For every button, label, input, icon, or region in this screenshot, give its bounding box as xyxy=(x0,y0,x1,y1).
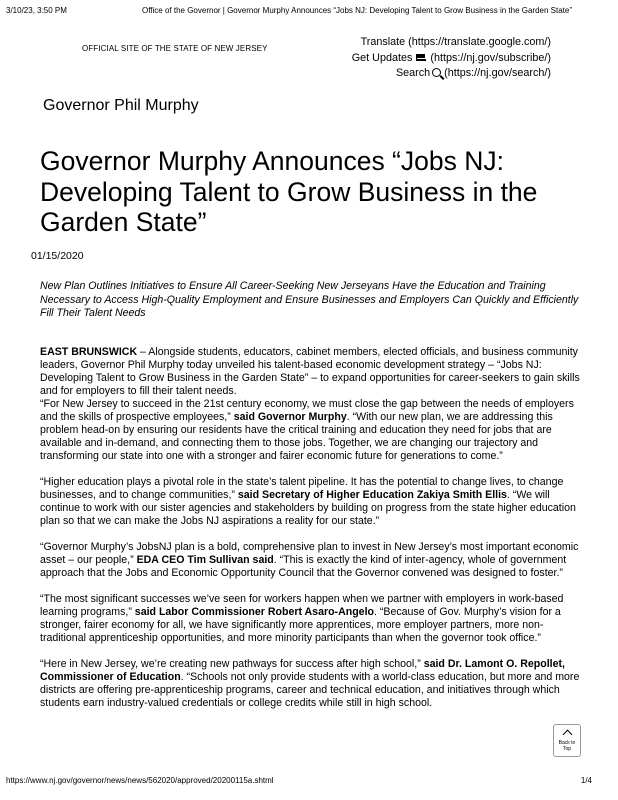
print-datetime: 3/10/23, 3:50 PM xyxy=(6,6,67,15)
paragraph-5 xyxy=(40,593,585,645)
top-links xyxy=(352,35,551,82)
chevron-up-icon xyxy=(562,730,572,740)
back-to-top-button[interactable] xyxy=(553,724,581,757)
quote-text: . “With our new plan, we are addressing this problem head-on by ensuring our residents have the critical training and education they need for jobs that are available and in-demand, and connecting them to those jobs. Together, we are changing our trajectory and transforming our state into one with a stronger and fairer economic future for generations to come.” xyxy=(40,411,553,462)
quote-text: “The most significant successes we’ve seen for workers happen when we partner with employers in work-based learning programs,” xyxy=(40,593,564,618)
quote-text: . “This is exactly the kind of inter-agency, whole of government approach that the Jobs and Economic Opportunity Council that the Governor convened was designed to foster.” xyxy=(40,554,567,579)
get-updates-label: Get Updates xyxy=(351,51,413,64)
quote-text: “Higher education plays a pivotal role in the state’s talent pipeline. It has the potential to change lives, to change businesses, and to change communities,” xyxy=(40,476,564,501)
quote-text: “Here in New Jersey, we’re creating new pathways for success after high school,” xyxy=(40,658,421,670)
article-date: 01/15/2020 xyxy=(31,250,84,262)
search-icon xyxy=(432,68,441,77)
paragraph-3 xyxy=(40,476,585,528)
article-body xyxy=(40,346,585,710)
governor-name[interactable]: Governor Phil Murphy xyxy=(43,97,199,114)
speaker-attribution: EDA CEO Tim Sullivan said xyxy=(133,554,274,566)
back-to-top-label: Back to Top xyxy=(558,740,576,752)
print-url: https://www.nj.gov/governor/news/news/562020/approved/20200115a.shtml xyxy=(6,776,274,785)
paragraph-1 xyxy=(40,346,585,398)
article-title: Governor Murphy Announces “Jobs NJ: Developing Talent to Grow Business in the Garden State” xyxy=(40,146,538,237)
print-page-number: 1/4 xyxy=(580,776,592,785)
get-updates-link[interactable] xyxy=(352,51,551,67)
search-label: Search xyxy=(395,67,431,79)
quote-text: “For New Jersey to succeed in the 21st century economy, we must close the gap between the needs of employers and the skills of prospective employees,” xyxy=(40,398,574,423)
search-link[interactable] xyxy=(352,66,551,82)
speaker-attribution: said Dr. Lamont O. Repollet, Commissioner of Education xyxy=(40,658,565,683)
quote-text: “Governor Murphy’s JobsNJ plan is a bold, comprehensive plan to invest in New Jersey’s most important economic asset – our people,” xyxy=(40,541,579,566)
speaker-attribution: said Governor Murphy xyxy=(230,411,347,423)
envelope-icon xyxy=(416,54,426,61)
dateline: EAST BRUNSWICK xyxy=(40,346,138,358)
speaker-attribution: said Secretary of Higher Education Zakiya Smith Ellis xyxy=(234,489,507,501)
paragraph-2 xyxy=(40,398,585,463)
paragraph-6 xyxy=(40,658,585,710)
search-url: (https://nj.gov/search/) xyxy=(444,67,551,79)
quote-text: . “Because of Gov. Murphy’s vision for a stronger, fairer economy for all, we have significantly more apprentices, more employer partners, more non-traditional apprenticeship opportunities, and more minority participants than when the governor took office.” xyxy=(40,606,561,644)
print-page-title: Office of the Governor | Governor Murphy Announces “Jobs NJ: Developing Talent to Grow Business in the Garden State” xyxy=(142,6,573,15)
quote-text: . “Schools not only provide students with a world-class education, but more and more districts are offering pre-apprenticeship programs, career and technical education, and initiatives through which students earn industry-valued credentials or college credits while still in high school. xyxy=(40,671,580,709)
article-subtitle: New Plan Outlines Initiatives to Ensure All Career-Seeking New Jerseyans Have the Education and Training Necessary to Access High-Quality Employment and Ensure Businesses and Employers Can Quickly and Efficiently Fill Their Talent Needs xyxy=(40,280,579,319)
paragraph-1-text: – Alongside students, educators, cabinet members, elected officials, and business community leaders, Governor Phil Murphy today unveiled his talent-based economic development strategy – “Jobs NJ: Developing Talent to Grow Business in the Garden State” – to expand opportunities for career-seekers to gain skills and for employers to fill their talent needs. xyxy=(40,346,580,397)
translate-link[interactable]: Translate (https://translate.google.com/) xyxy=(360,36,551,48)
quote-text: . “We will continue to work with our sister agencies and stakeholders by building on progress from the state higher education plan so that we can make the Jobs NJ aspirations a reality for our state.” xyxy=(40,489,576,527)
get-updates-url: (https://nj.gov/subscribe/) xyxy=(430,51,551,64)
paragraph-4 xyxy=(40,541,585,580)
official-site-label: OFFICIAL SITE OF THE STATE OF NEW JERSEY xyxy=(82,44,268,53)
speaker-attribution: said Labor Commissioner Robert Asaro-Angelo xyxy=(131,606,374,618)
